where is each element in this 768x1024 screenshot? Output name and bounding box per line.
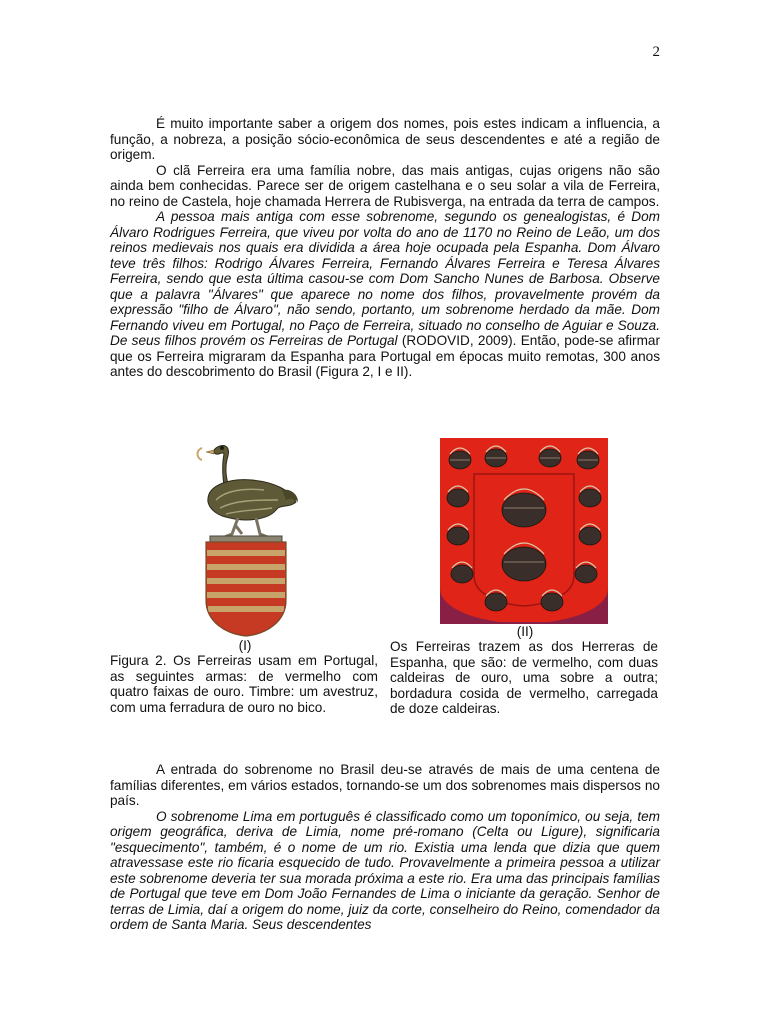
- paragraph-origin-names: É muito importante saber a origem dos nomes, pois estes indicam a influencia, a função, a nobreza, a posição sócio-econômica de seus descendentes e até a região de origem.: [110, 116, 660, 162]
- figure-2-caption: Os Ferreiras trazem as dos Herreras de Espanha, que são: de vermelho, com duas caldeiras de ouro, uma sobre a outra; bordadura cosida de vermelho, carregada de doze caldeiras.: [390, 639, 658, 716]
- coat-of-arms-portugal-image: [186, 438, 306, 638]
- paragraph-brazil-entry: A entrada do sobrenome no Brasil deu-se através de mais de uma centena de famílias diferentes, em vários estados, tornando-se um dos sobrenomes mais dispersos no país.: [110, 762, 660, 808]
- paragraph-alvaro-italic: A pessoa mais antiga com esse sobrenome, segundo os genealogistas, é Dom Álvaro Rodrigues Ferreira, que viveu por volta do ano de 1170 no Reino de Leão, um dos reinos medievais nos quais era dividida a área hoje ocupada pela Espanha. Dom Álvaro teve três filhos: Rodrigo Álvares Ferreira, Fernando Álvares Ferreira e Teresa Álvares Ferreira, sendo que esta última casou-se com Dom Sancho Nunes de Barbosa. Observe que a palavra "Álvares" que aparece no nome dos filhos, provavelmente provém da expressão "filho de Álvaro", não sendo, portanto, um sobrenome herdado da mãe. Dom Fernando viveu em Portugal, no Paço de Ferreira, situado no conselho de Aguiar e Souza. De seus filhos provém os Ferreiras de Portugal: [110, 209, 660, 348]
- paragraph-alvaro: [110, 209, 660, 380]
- cauldron-shield-illustration: [440, 438, 608, 624]
- figure-1-label: (I): [238, 638, 252, 653]
- page-number: 2: [652, 44, 660, 60]
- body-text-block-1: [110, 116, 660, 380]
- paragraph-lima-surname: O sobrenome Lima em português é classificado como um toponímico, ou seja, tem origem geográfica, deriva de Limia, nome pré-romano (Celta ou Ligure), significaria "esquecimento", também, é o nome de um rio. Existia uma lenda que dizia que quem atravessase este rio ficaria esquecido de tudo. Provavelmente a primeira pessoa a utilizar este sobrenome deveria ter sua morada próxima a este rio. Era uma das principais famílias de Portugal que teve em Dom João Fernandes de Lima o iniciante da geração. Senhor de terras de Limia, daí a origem do nome, juiz da corte, conselheiro do Reino, comendador da ordem de Santa Maria. Seus descendentes: [110, 808, 660, 932]
- paragraph-alvaro-normal: (RODOVID, 2009). Então, pode-se afirmar que os Ferreira migraram da Espanha para Portugal em épocas muito remotas, 300 anos antes do descobrimento do Brasil (Figura 2, I e II).: [110, 333, 660, 379]
- figure-1-caption: Figura 2. Os Ferreiras usam em Portugal, as seguintes armas: de vermelho com quatro faixas de ouro. Timbre: um avestruz, com uma ferradura de ouro no bico.: [110, 653, 378, 715]
- figure-2-label: (II): [516, 624, 534, 639]
- paragraph-ferreira-clan: O clã Ferreira era uma família nobre, das mais antigas, cujas origens não são ainda bem conhecidas. Parece ser de origem castelhana e o seu solar a vila de Ferreira, no reino de Castela, hoje chamada Herrera de Rubisverga, na entrada da terra de campos.: [110, 162, 660, 209]
- coat-of-arms-spain-image: [440, 438, 608, 624]
- body-text-block-2: [110, 762, 660, 933]
- ostrich-shield-illustration: [186, 438, 306, 638]
